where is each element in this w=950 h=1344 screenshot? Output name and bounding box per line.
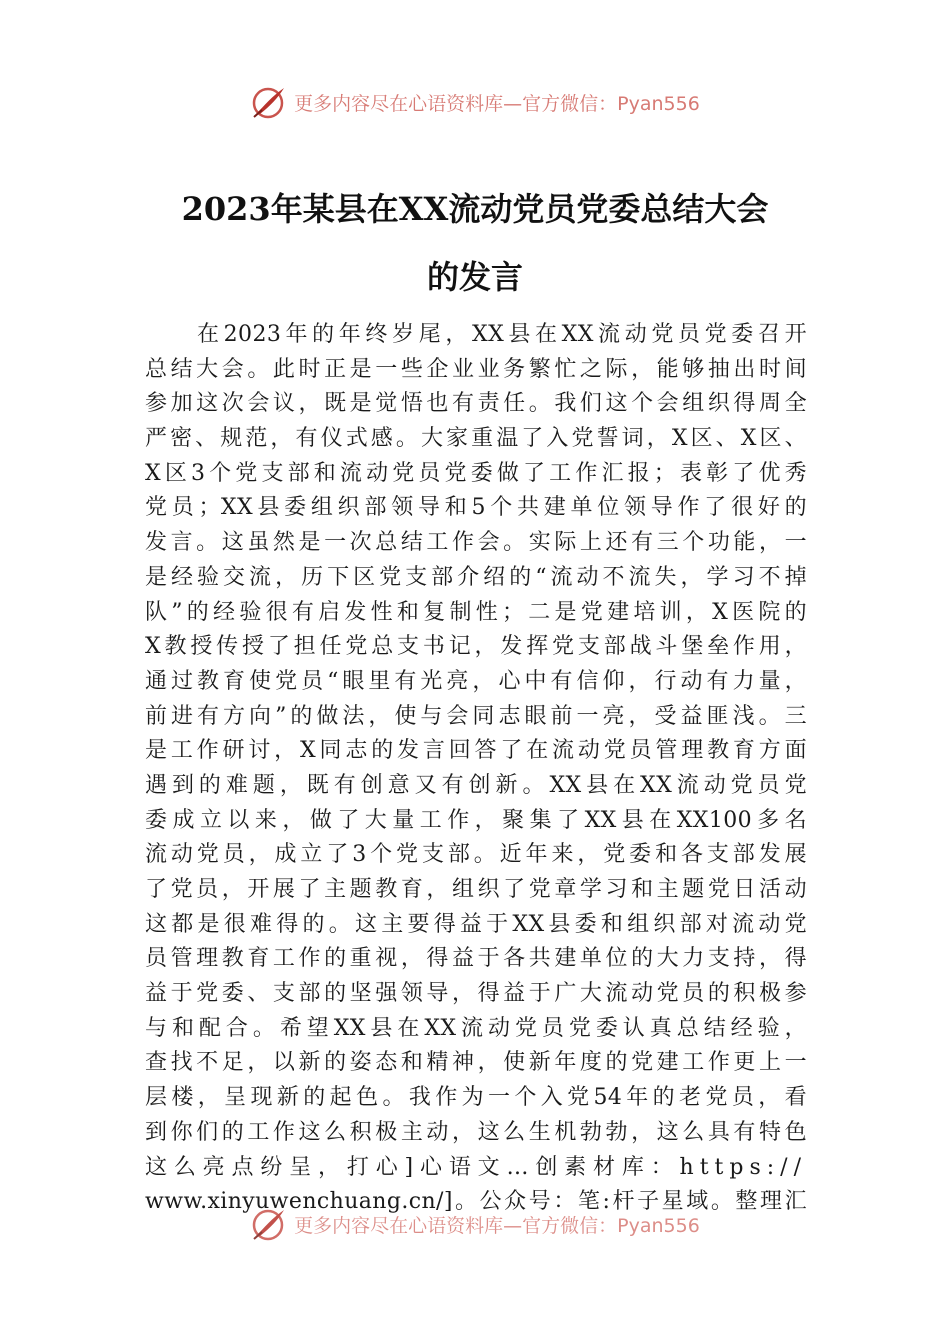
body-line: 查找不足，以新的姿态和精神，使新年度的党建工作更上一 <box>145 1050 807 1076</box>
footer-watermark <box>0 1207 950 1241</box>
header-watermark <box>0 84 950 120</box>
watermark-text: 更多内容尽在心语资料库—官方微信：Pyan556 <box>294 1214 700 1237</box>
body-line: 严密、规范，有仪式感。大家重温了入党誓词，X区、X区、 <box>145 426 807 452</box>
document-title-line-2: 的发言 <box>426 258 523 296</box>
body-line: 队”的经验很有启发性和复制性；二是党建培训，X医院的 <box>145 599 807 625</box>
body-line: 流动党员，成立了3个党支部。近年来，党委和各支部发展 <box>145 842 807 868</box>
body-line: 与和配合。希望XX县在XX流动党员党委认真总结经验， <box>145 1015 807 1041</box>
body-line-link: 这么亮点纷呈，打心]心语文…创素材库：https:// <box>145 1154 807 1180</box>
body-line: 发言。这虽然是一次总结工作会。实际上还有三个功能，一 <box>145 530 807 556</box>
body-line: www.xinyuwenchuang.cn/]。公众号：笔:杆子星域。整理汇 <box>145 1189 807 1215</box>
document-title-line-1: 2023年某县在XX流动党员党委总结大会 <box>181 190 769 228</box>
body-line: 到你们的工作这么积极主动，这么生机勃勃，这么具有特色 <box>145 1119 807 1145</box>
body-line: 在2023年的年终岁尾，XX县在XX流动党员党委召开 <box>197 322 807 347</box>
body-line: 党员；XX县委组织部领导和5个共建单位领导作了很好的 <box>145 495 807 521</box>
watermark-text: 更多内容尽在心语资料库—官方微信：Pyan556 <box>294 92 700 115</box>
body-line: 了党员，开展了主题教育，组织了党章学习和主题党日活动 <box>145 877 807 902</box>
document-body <box>145 318 807 1220</box>
body-line: 前进有方向”的做法，使与会同志眼前一亮，受益匪浅。三 <box>145 703 807 729</box>
body-line: 这都是很难得的。这主要得益于XX县委和组织部对流动党 <box>145 911 807 937</box>
body-line: 员管理教育工作的重视，得益于各共建单位的大力支持，得 <box>145 946 807 972</box>
body-line: X教授传授了担任党总支书记，发挥党支部战斗堡垒作用， <box>145 634 807 660</box>
body-line: 委成立以来，做了大量工作，聚集了XX县在XX100多名 <box>145 807 807 833</box>
quill-logo-icon <box>250 84 288 120</box>
body-line: 层楼，呈现新的起色。我作为一个入党54年的老党员，看 <box>145 1085 807 1111</box>
body-line: X区3个党支部和流动党员党委做了工作汇报；表彰了优秀 <box>145 460 807 486</box>
body-line: 遇到的难题，既有创意又有创新。XX县在XX流动党员党 <box>145 772 807 798</box>
quill-logo-icon <box>250 1206 288 1242</box>
body-line: 总结大会。此时正是一些企业业务繁忙之际，能够抽出时间 <box>145 356 807 382</box>
body-line: 是工作研讨，X同志的发言回答了在流动党员管理教育方面 <box>145 738 807 764</box>
body-line: 参加这次会议，既是觉悟也有责任。我们这个会组织得周全 <box>145 391 807 417</box>
body-line: 通过教育使党员“眼里有光亮，心中有信仰，行动有力量， <box>145 668 807 694</box>
body-line: 益于党委、支部的坚强领导，得益于广大流动党员的积极参 <box>145 981 807 1007</box>
body-line: 是经验交流，历下区党支部介绍的“流动不流失，学习不掉 <box>145 564 807 590</box>
